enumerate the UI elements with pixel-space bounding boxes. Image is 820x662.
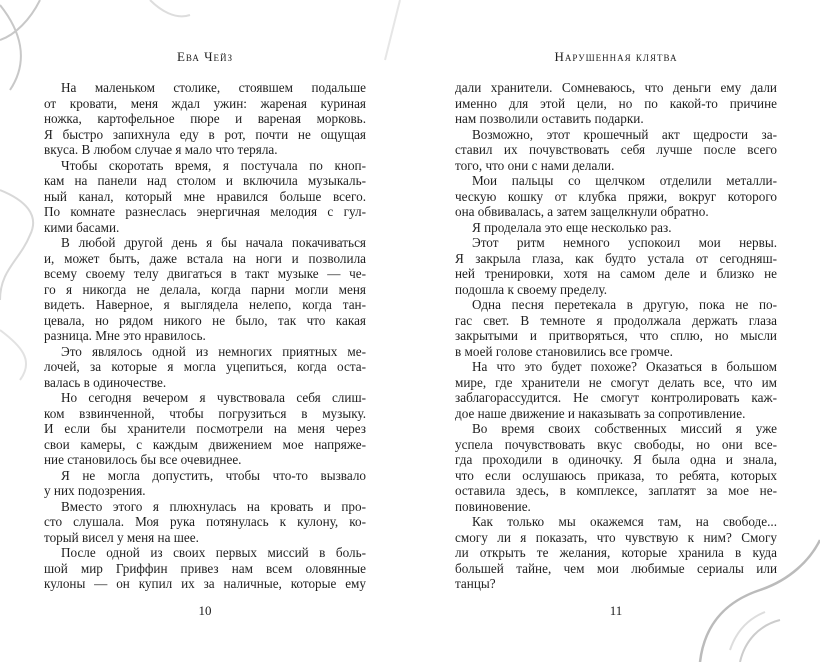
text-line: В любой другой день я бы начала покачиваться — [61, 235, 366, 250]
text-line: кам на панели над столом и включила музыкаль- — [44, 173, 366, 188]
text-line: го я никогда не делала, когда парни могли меня — [44, 281, 366, 297]
text-line: того, что они с нами делали. — [455, 157, 615, 173]
text-line: На маленьком столике, стоявшем подальше — [61, 80, 366, 95]
text-line: повиновение. — [455, 498, 531, 514]
text-line: подошла к своему пределу. — [455, 281, 608, 297]
text-line: в моей голове становились все громче. — [455, 343, 673, 359]
text-line: нам позволили оставить подарки. — [455, 111, 644, 126]
text-line: ставил их почувствовать себя лучше после всего — [455, 142, 777, 157]
text-line: от кровати, меня ждал ужин: жареная куриная — [44, 95, 366, 111]
text-line: мире, где хранители не смогут делать все, что им — [455, 374, 777, 390]
text-line: танцы? — [455, 576, 496, 591]
text-line: шой мир Гриффин привез нам всем оловянные — [44, 560, 366, 576]
text-line: заблагорассудится. Не смогут контролировать каж- — [455, 390, 777, 405]
text-line: видеть. Наверное, я выглядела нелепо, когда тан- — [44, 297, 366, 312]
text-line: торый висел у меня на шее. — [44, 529, 199, 545]
text-line: дое наше движение и наказывать за сопротивление. — [455, 405, 746, 421]
text-line: сто слушала. Моя рука потянулась к кулону, ко- — [44, 514, 366, 529]
text-line: цевала, но рядом никого не было, так что какая — [44, 312, 366, 328]
text-line: смогу ли я показать, что чувствую к ним? Смогу — [455, 529, 777, 545]
running-header-title: Нарушенная клятва — [554, 49, 678, 64]
text-line: гда проходили в одиночку. Я была одна и знала, — [455, 452, 777, 467]
text-line: Одна песня перетекала в другую, пока не по- — [472, 297, 777, 312]
text-line: По комнате разнеслась энергичная мелодия с гул- — [44, 204, 366, 219]
text-line: вкуса. В любом случае я мало что теряла. — [44, 142, 278, 157]
running-header-author: Ева Чейз — [176, 49, 234, 64]
text-line: оставила здесь, в комплексе, заплатят за мое не- — [455, 483, 777, 498]
page-body-text — [44, 80, 366, 592]
text-line: Этот ритм немного успокоил мои нервы. — [472, 235, 777, 250]
text-line: кулоны — он купил их за наличные, которые ему — [44, 576, 366, 591]
text-line: Но сегодня вечером я чувствовала себя слиш- — [61, 390, 366, 405]
page-number: 11 — [609, 603, 623, 618]
text-line: большей тайне, чем мои любимые сериалы или — [455, 560, 777, 576]
text-line: успела почувствовать вкус свободы, но они все- — [455, 436, 777, 452]
text-line: На что это будет похоже? Оказаться в большом — [472, 359, 777, 374]
text-line: Чтобы скоротать время, я постучала по кноп- — [61, 157, 366, 173]
text-line: свои камеры, с каждым движением мое напряже- — [44, 436, 366, 452]
text-line: ком взвинченной, чтобы погрузиться в музыку. — [44, 405, 366, 421]
text-line: Я не могла допустить, чтобы что-то вызвало — [61, 467, 366, 483]
text-line: именно для этой цели, но по какой-то причине — [455, 95, 777, 111]
text-line: Я проделала это еще несколько раз. — [472, 219, 672, 235]
text-line: валась в одиночестве. — [44, 374, 167, 390]
text-line: ческую кошку от клубка пряжи, вокруг которого — [455, 188, 777, 204]
text-line: Мои пальцы со щелчком отделили металли- — [472, 173, 777, 188]
page-body-text — [455, 80, 777, 592]
text-line: И если бы хранители посмотрели на меня через — [44, 421, 366, 436]
text-line: всему своему телу двигаться в такт музыке — че- — [44, 266, 366, 281]
text-line: у них подозрения. — [44, 483, 146, 498]
text-line: Я быстро запихнула еду в рот, почти не ощущая — [44, 126, 366, 142]
text-line: что если ослушаюсь приказа, то ребята, которых — [455, 467, 777, 483]
page-number: 10 — [198, 603, 212, 618]
text-line: Как только мы окажемся там, на свободе... — [472, 514, 777, 529]
text-line: После одной из своих первых миссий в боль- — [61, 545, 366, 560]
text-line: ножка, картофельное пюре и вареная морковь. — [44, 111, 366, 126]
text-line: она обвивалась, а затем защелкнули обратно. — [455, 204, 709, 219]
text-line: гас свет. В темноте я продолжала держать глаза — [455, 312, 777, 328]
text-line: дали хранители. Сомневаюсь, что деньги ему дали — [455, 80, 777, 95]
text-line: лочей, за которые я могла уцепиться, когда оста- — [44, 359, 366, 374]
text-line: разница. Мне это нравилось. — [44, 328, 206, 343]
text-line: ный канал, который мне нравился больше всего. — [44, 188, 366, 204]
text-line: кими басами. — [44, 219, 120, 235]
text-line: Вместо этого я плюхнулась на кровать и про- — [61, 498, 366, 514]
text-line: Я закрыла глаза, как будто устала от сегодняш- — [455, 250, 777, 266]
text-line: ней тренировки, хотя на самом деле и близко не — [455, 266, 777, 281]
text-line: Это являлось одной из немногих приятных ме- — [61, 343, 366, 359]
text-line: закрытыми и притворяться, что сплю, но мысли — [455, 328, 777, 343]
text-line: ли открыть те желания, которые хранила в куда — [455, 545, 777, 560]
text-line: и, может быть, даже встала на ноги и позволила — [44, 250, 366, 266]
text-line: Возможно, этот крошечный акт щедрости за- — [472, 126, 777, 142]
text-line: ние становилось бы все очевиднее. — [44, 452, 242, 467]
text-line: Во время своих собственных миссий я уже — [472, 421, 777, 436]
